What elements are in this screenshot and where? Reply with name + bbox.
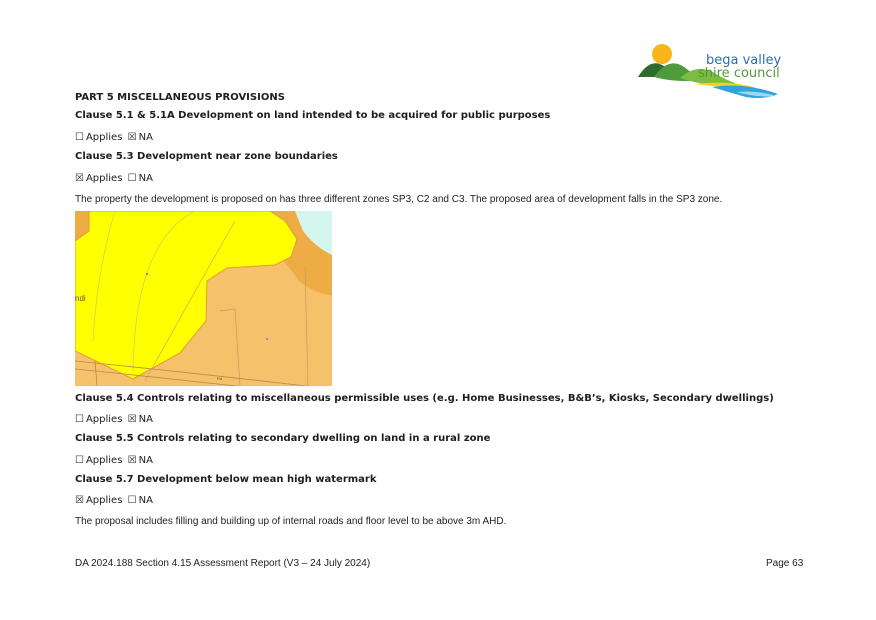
applies-label: Applies xyxy=(85,414,123,425)
applies-na-checkboxes xyxy=(75,495,155,506)
map-point-marker xyxy=(146,273,148,275)
na-label: NA xyxy=(138,414,153,425)
applies-label: Applies xyxy=(85,455,123,466)
applies-na-checkboxes xyxy=(75,173,155,184)
clause-body: The proposal includes filling and building up of internal roads and floor level to be above 3m AHD. xyxy=(75,516,507,527)
zoning-map xyxy=(75,211,332,386)
na-label: NA xyxy=(138,173,153,184)
na-checkbox[interactable]: ☒ xyxy=(127,132,137,143)
applies-label: Applies xyxy=(85,132,123,143)
clause-heading: Clause 5.4 Controls relating to miscellaneous permissible uses (e.g. Home Businesses, B&B’s, Kiosks, Secondary dwellings) xyxy=(75,393,774,404)
applies-na-checkboxes xyxy=(75,414,155,425)
na-label: NA xyxy=(138,455,153,466)
applies-checkbox[interactable]: ☐ xyxy=(75,132,84,143)
applies-label: Applies xyxy=(85,495,123,506)
map-point-marker xyxy=(266,338,268,340)
clause-heading: Clause 5.3 Development near zone boundaries xyxy=(75,151,338,162)
clause-heading: Clause 5.7 Development below mean high watermark xyxy=(75,474,377,485)
applies-checkbox[interactable]: ☒ xyxy=(75,495,84,506)
applies-checkbox[interactable]: ☒ xyxy=(75,173,84,184)
applies-na-checkboxes xyxy=(75,132,155,143)
applies-label: Applies xyxy=(85,173,123,184)
part-title: PART 5 MISCELLANEOUS PROVISIONS xyxy=(75,92,285,103)
clause-body: The property the development is proposed on has three different zones SP3, C2 and C3. The proposed area of development falls in the SP3 zone. xyxy=(75,194,723,205)
council-logo xyxy=(636,40,806,102)
applies-na-checkboxes xyxy=(75,455,155,466)
na-checkbox[interactable]: ☒ xyxy=(127,414,137,425)
na-checkbox[interactable]: ☐ xyxy=(127,495,137,506)
map-label-locality: ndi xyxy=(75,294,86,303)
logo-sun xyxy=(652,44,672,64)
footer-page-number: Page 63 xyxy=(766,558,804,569)
na-label: NA xyxy=(138,495,153,506)
clause-heading: Clause 5.1 & 5.1A Development on land intended to be acquired for public purposes xyxy=(75,110,551,121)
applies-checkbox[interactable]: ☐ xyxy=(75,414,84,425)
zoning-map-image xyxy=(75,211,332,386)
na-checkbox[interactable]: ☐ xyxy=(127,173,137,184)
clause-heading: Clause 5.5 Controls relating to secondary dwelling on land in a rural zone xyxy=(75,433,491,444)
na-label: NA xyxy=(138,132,153,143)
map-label-road: Rd xyxy=(217,376,223,381)
na-checkbox[interactable]: ☒ xyxy=(127,455,137,466)
logo-line-1: bega valley xyxy=(706,53,782,68)
logo-line-2: shire council xyxy=(698,66,780,81)
footer-report-title: DA 2024.188 Section 4.15 Assessment Report (V3 – 24 July 2024) xyxy=(75,558,371,569)
applies-checkbox[interactable]: ☐ xyxy=(75,455,84,466)
